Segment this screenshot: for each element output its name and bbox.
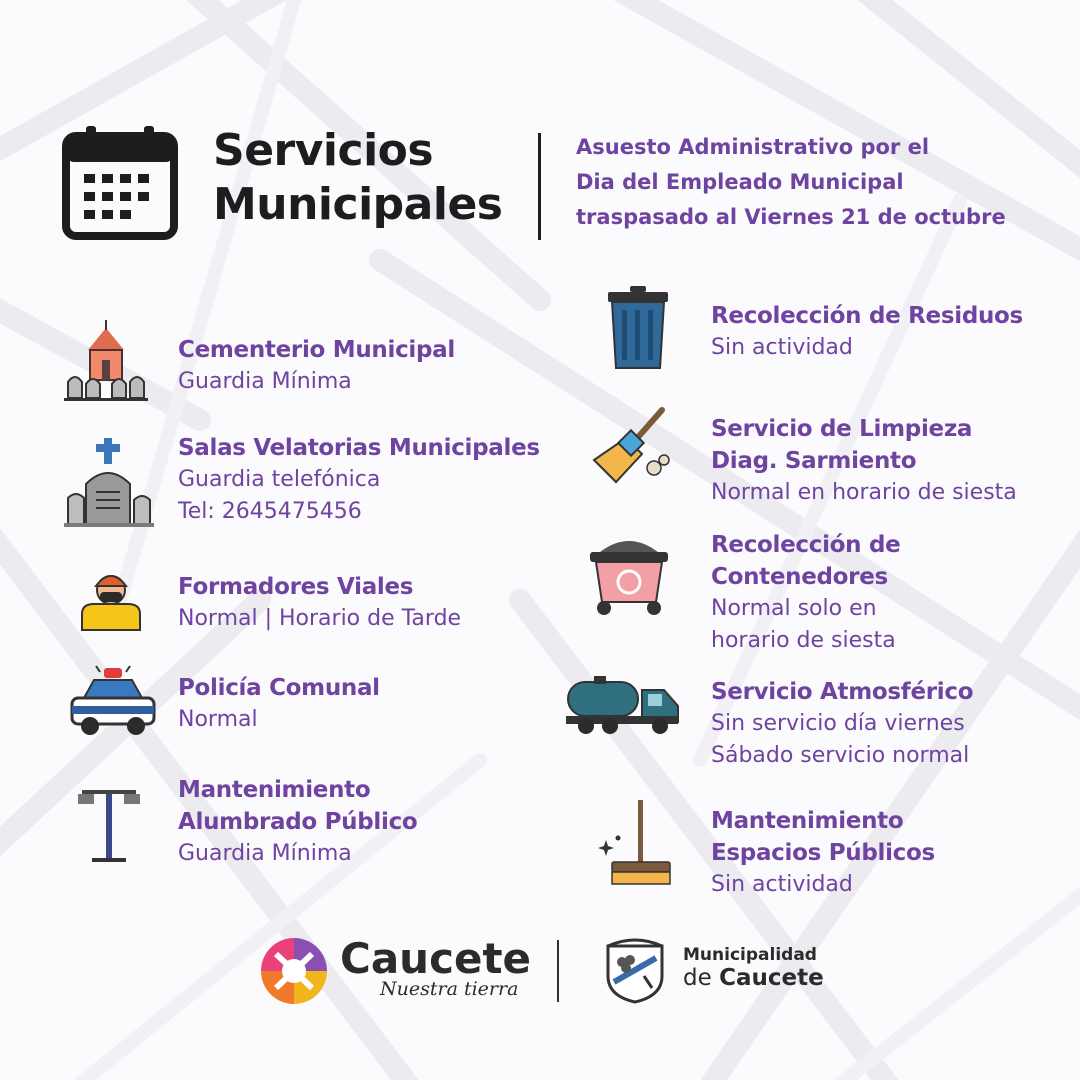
caucete-logo-icon xyxy=(258,936,330,1006)
service-status: Normal xyxy=(178,707,258,732)
service-status: Sábado servicio normal xyxy=(711,743,970,768)
recycling-container-icon xyxy=(586,532,672,616)
service-status: Normal solo en xyxy=(711,596,877,621)
service-name: Mantenimiento xyxy=(711,808,904,834)
footer-divider xyxy=(557,940,559,1002)
service-name: Recolección de xyxy=(711,532,901,558)
broom-icon xyxy=(592,404,672,486)
header-divider xyxy=(538,133,541,240)
service-status: Sin actividad xyxy=(711,872,853,897)
service-alumbrado-publico xyxy=(178,774,417,870)
cemetery-icon xyxy=(64,320,148,402)
service-status: Guardia telefónica xyxy=(178,467,381,492)
service-salas-velatorias xyxy=(178,432,540,528)
service-espacios-publicos xyxy=(711,805,935,901)
service-name: Servicio de Limpieza xyxy=(711,416,973,442)
service-name: Servicio Atmosférico xyxy=(711,679,974,705)
service-name: Diag. Sarmiento xyxy=(711,448,917,474)
municipality-name: de Caucete xyxy=(683,965,824,991)
service-residuos xyxy=(711,300,1023,364)
service-name: Recolección de Residuos xyxy=(711,303,1023,329)
service-name: Formadores Viales xyxy=(178,574,414,600)
service-status: Guardia Mínima xyxy=(178,841,352,866)
service-limpieza xyxy=(711,413,1017,509)
service-name: Policía Comunal xyxy=(178,675,380,701)
tombstone-icon xyxy=(64,438,154,528)
service-name: Mantenimiento xyxy=(178,777,371,803)
brand-slogan: Nuestra tierra xyxy=(380,978,519,1000)
service-name: Salas Velatorias Municipales xyxy=(178,435,540,461)
brand-name: Caucete xyxy=(340,934,532,983)
municipality-shield-icon xyxy=(600,936,670,1004)
service-status: Normal | Horario de Tarde xyxy=(178,606,462,631)
police-car-icon xyxy=(70,664,156,740)
tanker-truck-icon xyxy=(566,676,680,736)
service-policia-comunal xyxy=(178,672,380,736)
service-status: Guardia Mínima xyxy=(178,369,352,394)
service-status: Sin actividad xyxy=(711,335,853,360)
service-cementerio xyxy=(178,334,455,398)
holiday-notice: Asuesto Administrativo por el Dia del Empleado Municipal traspasado al Viernes 21 de octubre xyxy=(576,135,1006,229)
traffic-guard-icon xyxy=(78,566,144,632)
street-light-icon xyxy=(72,784,146,864)
service-formadores-viales xyxy=(178,571,461,635)
service-atmosferico xyxy=(711,676,973,772)
service-status: Normal en horario de siesta xyxy=(711,480,1017,505)
service-contenedores xyxy=(711,529,900,657)
page-title: Servicios Municipales xyxy=(213,125,503,230)
service-status: Sin servicio día viernes xyxy=(711,711,965,736)
service-name: Cementerio Municipal xyxy=(178,337,455,363)
trash-bin-icon xyxy=(606,286,670,370)
service-name: Contenedores xyxy=(711,564,888,590)
service-name: Alumbrado Público xyxy=(178,809,418,835)
service-phone: Tel: 2645475456 xyxy=(178,499,362,524)
service-name: Espacios Públicos xyxy=(711,840,935,866)
municipality-label: Municipalidad xyxy=(683,945,817,965)
service-status: horario de siesta xyxy=(711,628,896,653)
mop-icon xyxy=(598,800,674,886)
calendar-icon xyxy=(62,124,178,240)
